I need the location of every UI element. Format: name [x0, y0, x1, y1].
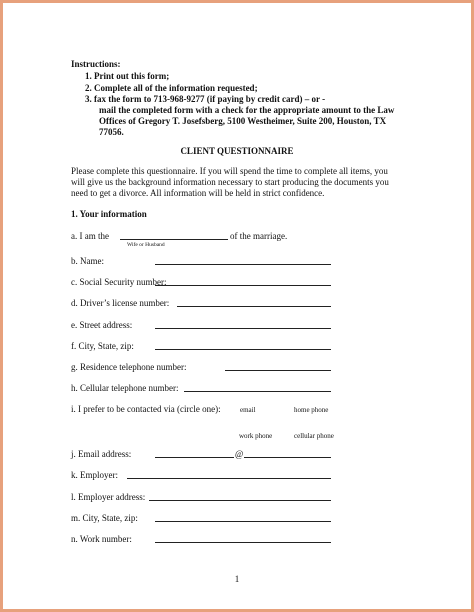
field-c-label: c. Social Security number:: [71, 277, 167, 287]
page-number: 1: [234, 574, 240, 584]
field-n-label: n. Work number:: [71, 534, 132, 544]
work-number-field[interactable]: [155, 542, 331, 543]
field-l-label: l. Employer address:: [71, 492, 146, 502]
drivers-license-field[interactable]: [177, 306, 331, 307]
city-state-zip-field[interactable]: [155, 349, 331, 350]
field-m-label: m. City, State, zip:: [71, 513, 138, 523]
instruction-item-3: 3. fax the form to 713-968-9277 (if paying by credit card) – or -: [85, 94, 326, 104]
instruction-item-1: 1. Print out this form;: [85, 71, 170, 81]
employer-city-state-zip-field[interactable]: [155, 521, 331, 522]
email-at-sign: @: [235, 449, 244, 459]
field-a-label: a. I am the: [71, 231, 109, 241]
instruction-mail-line-1: mail the completed form with a check for the appropriate amount to the Law: [99, 105, 395, 115]
field-b-label: b. Name:: [71, 256, 104, 266]
field-d-label: d. Driver’s license number:: [71, 298, 170, 308]
page-title: CLIENT QUESTIONNAIRE: [180, 146, 294, 156]
ssn-field[interactable]: [155, 285, 331, 286]
field-a-suffix: of the marriage.: [230, 231, 288, 241]
employer-field[interactable]: [127, 478, 331, 479]
name-field[interactable]: [155, 264, 331, 265]
field-k-label: k. Employer:: [71, 470, 118, 480]
instruction-mail-line-2: Offices of Gregory T. Josefsberg, 5100 Westheimer, Suite 200, Houston, TX: [99, 116, 387, 126]
intro-line-2: will give us the background information necessary to start producing the documents you: [71, 177, 389, 187]
section-heading-your-information: 1. Your information: [71, 209, 147, 219]
field-h-label: h. Cellular telephone number:: [71, 383, 179, 393]
email-user-field[interactable]: [155, 457, 234, 458]
cellular-phone-field[interactable]: [184, 391, 331, 392]
intro-line-3: need to get a divorce. All information will be held in strict confidence.: [71, 188, 325, 198]
field-j-label: j. Email address:: [71, 449, 132, 459]
contact-option-work-phone[interactable]: work phone: [239, 432, 273, 440]
street-address-field[interactable]: [155, 328, 331, 329]
employer-address-field[interactable]: [149, 500, 331, 501]
document-page: [3, 3, 471, 609]
instructions-heading: Instructions:: [71, 59, 121, 69]
contact-option-email[interactable]: email: [240, 406, 256, 414]
contact-option-home-phone[interactable]: home phone: [294, 406, 329, 414]
field-g-label: g. Residence telephone number:: [71, 362, 187, 372]
contact-option-cellular-phone[interactable]: cellular phone: [294, 432, 334, 440]
field-i-label: i. I prefer to be contacted via (circle one):: [71, 404, 221, 414]
field-a-hint: Wife or Husband: [127, 242, 165, 248]
field-a-blank[interactable]: [120, 239, 228, 240]
instruction-mail-line-3: 77056.: [99, 127, 124, 137]
email-domain-field[interactable]: [244, 457, 331, 458]
intro-line-1: Please complete this questionnaire. If you will spend the time to complete all items, you: [71, 166, 388, 176]
field-f-label: f. City, State, zip:: [71, 341, 134, 351]
field-e-label: e. Street address:: [71, 320, 133, 330]
instruction-item-2: 2. Complete all of the information requested;: [85, 83, 258, 93]
residence-phone-field[interactable]: [225, 370, 331, 371]
